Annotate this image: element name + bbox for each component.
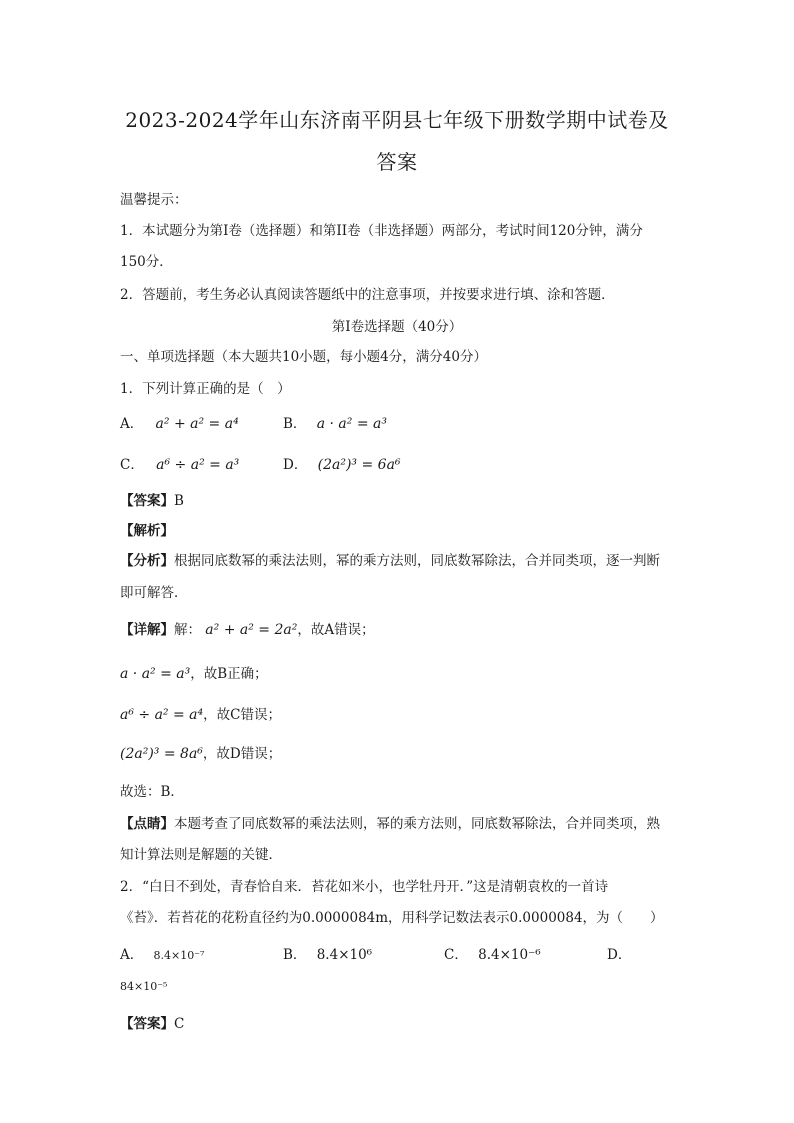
q1-detail-line3 xyxy=(120,703,281,723)
q1-option-b xyxy=(283,412,387,432)
q1-option-d xyxy=(283,453,401,473)
q1-option-a xyxy=(120,412,239,432)
q2-option-c-expr: 8.4×10⁻⁶ xyxy=(478,947,541,963)
q1-step4-text: ，故D错误； xyxy=(202,746,282,762)
q1-option-a-expr: a² + a² = a⁴ xyxy=(155,416,239,432)
q1-detail-line2 xyxy=(120,662,268,682)
q2-option-b-label: B． xyxy=(283,947,307,963)
tips-heading: 温馨提示： xyxy=(120,192,188,208)
q1-step4-expr: (2a²)³ = 8a⁶ xyxy=(120,746,203,762)
q1-option-a-label: A． xyxy=(120,416,144,432)
q1-step1-text: ，故A错误； xyxy=(297,622,375,638)
q1-option-b-expr: a · a² = a³ xyxy=(316,416,387,432)
q1-detail-line4 xyxy=(120,742,281,762)
tips-item2: 2．答题前，考生务必认真阅读答题纸中的注意事项，并按要求进行填、涂和答题． xyxy=(120,287,615,303)
q1-fenxi-tag: 【分析】 xyxy=(120,553,174,569)
q2-option-d-expr: 84×10⁻⁵ xyxy=(120,980,168,993)
q2-stem-line1: 2．“白日不到处，青春恰自来．苔花如米小，也学牡丹开．”这是清朝袁枚的一首诗 xyxy=(120,879,609,895)
q1-dianjing-line1 xyxy=(120,812,660,832)
tips-item1-line1: 1．本试题分为第I卷（选择题）和第II卷（非选择题）两部分，考试时间120分钟，满分 xyxy=(120,223,643,239)
q1-answer-tag: 【答案】 xyxy=(120,493,174,509)
q1-option-c xyxy=(120,453,239,473)
q1-fenxi-line2: 即可解答． xyxy=(120,585,188,601)
q1-option-c-label: C． xyxy=(120,457,144,473)
q1-answer-value: B xyxy=(174,493,184,509)
document-title-line1: 2023-2024学年山东济南平阴县七年级下册数学期中试卷及 xyxy=(125,108,669,132)
q1-option-b-label: B． xyxy=(283,416,307,432)
q2-option-a xyxy=(120,943,204,963)
q1-dianjing-line2: 知计算法则是解题的关键． xyxy=(120,847,282,863)
q1-step3-text: ，故C错误； xyxy=(203,707,281,723)
q2-option-a-expr: 8.4×10⁻⁷ xyxy=(153,949,205,962)
q2-option-b-expr: 8.4×10⁶ xyxy=(316,947,373,963)
q1-step1-expr: a² + a² = 2a² xyxy=(205,622,298,638)
q1-detail-tag: 【详解】 xyxy=(120,622,174,638)
q1-detail-line1 xyxy=(120,618,375,638)
q2-option-b xyxy=(283,943,372,963)
q1-analysis-tag: 【解析】 xyxy=(120,523,174,539)
q1-dianjing-tag: 【点睛】 xyxy=(120,816,174,832)
q1-option-c-expr: a⁶ ÷ a² = a³ xyxy=(156,457,240,473)
q2-option-c xyxy=(444,943,541,963)
part-title: 第I卷选择题（40分） xyxy=(331,319,463,335)
q2-answer-value: C xyxy=(174,1016,185,1032)
q1-answer xyxy=(120,489,184,509)
q1-step2-expr: a · a² = a³ xyxy=(120,666,191,682)
q2-answer-tag: 【答案】 xyxy=(120,1016,174,1032)
q1-step2-text: ，故B正确； xyxy=(190,666,268,682)
q1-detail-lead: 解： xyxy=(174,622,201,638)
document-title-line2: 答案 xyxy=(376,150,418,174)
q1-stem: 1．下列计算正确的是（ ） xyxy=(120,381,291,397)
q2-option-c-label: C． xyxy=(444,947,468,963)
q2-option-a-label: A． xyxy=(120,947,144,963)
q2-option-d-label: D． xyxy=(607,947,632,963)
q2-stem-line2: 《苔》．若苔花的花粉直径约为0.0000084m，用科学记数法表示0.0000084，为（ ） xyxy=(120,910,664,926)
section-heading: 一、单项选择题（本大题共10小题，每小题4分，满分40分） xyxy=(120,349,487,365)
q2-answer xyxy=(120,1012,184,1032)
q1-option-d-label: D． xyxy=(283,457,308,473)
q1-choice: 故选：B． xyxy=(120,784,184,800)
tips-item1-line2: 150分． xyxy=(120,254,173,270)
q1-fenxi-line1 xyxy=(120,549,660,569)
q1-step3-expr: a⁶ ÷ a² = a⁴ xyxy=(120,707,204,723)
q1-fenxi-text: 根据同底数幂的乘法法则，幂的乘方法则，同底数幂除法，合并同类项，逐一判断 xyxy=(174,553,660,569)
q1-dianjing-text: 本题考查了同底数幂的乘法法则，幂的乘方法则，同底数幂除法，合并同类项，熟 xyxy=(174,816,660,832)
q1-option-d-expr: (2a²)³ = 6a⁶ xyxy=(317,457,401,473)
